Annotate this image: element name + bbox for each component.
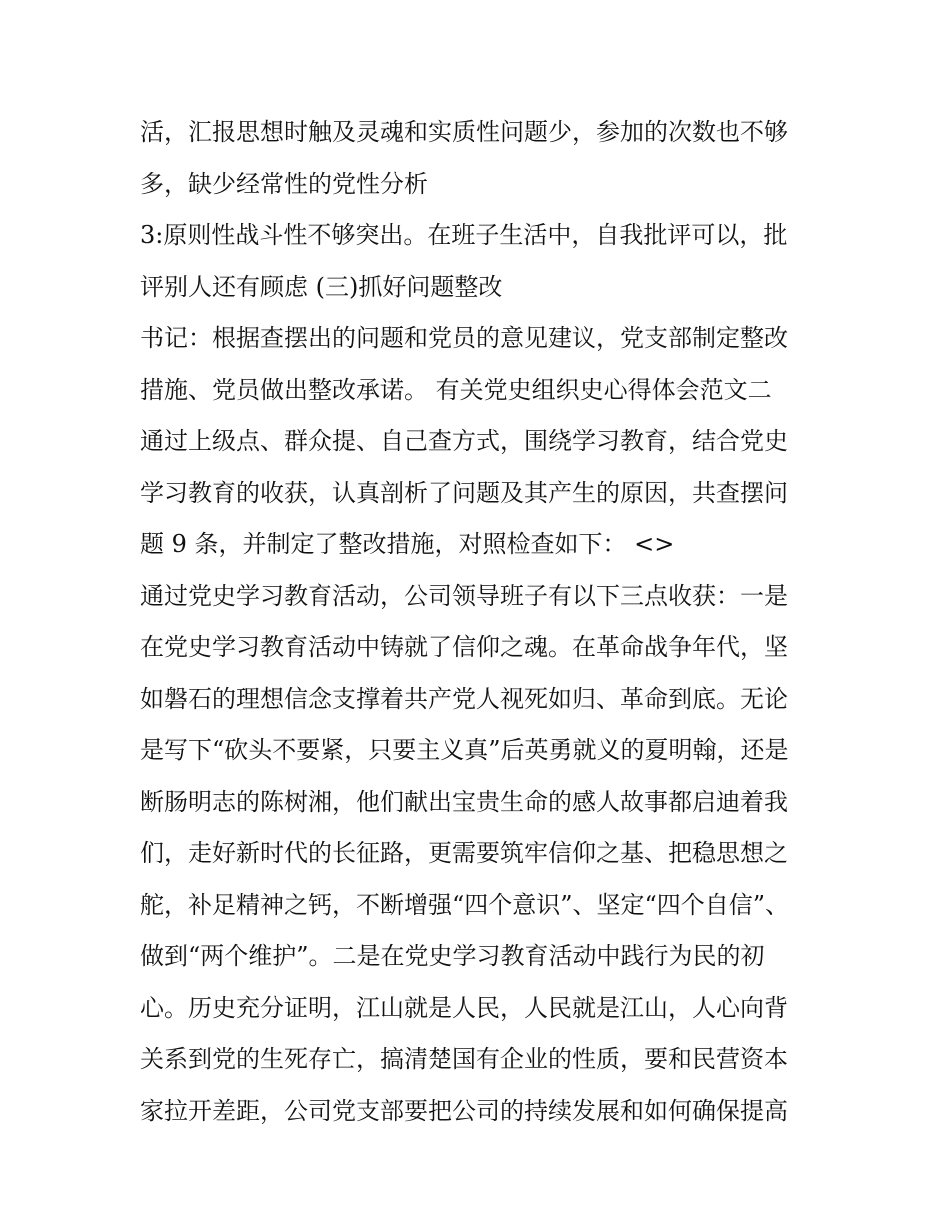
text-line: 通过上级点、群众提、自己查方式，围绕学习教育，结合党史: [140, 427, 788, 455]
text-line: 评别人还有顾虑 (三)抓好问题整改: [140, 272, 503, 301]
text-line: 舵，补足精神之钙，不断增强“四个意识”、坚定“四个自信”、: [140, 890, 790, 919]
text-line: 断肠明志的陈树湘，他们献出宝贵生命的感人故事都启迪着我: [140, 787, 788, 816]
text-line: 心。历史充分证明，江山就是人民，人民就是江山，人心向背: [140, 993, 788, 1022]
text-line: 通过党史学习教育活动，公司领导班子有以下三点收获：一是: [140, 581, 788, 610]
text-line: 关系到党的生死存亡，搞清楚国有企业的性质，要和民营资本: [140, 1045, 788, 1073]
text-line: 3:原则性战斗性不够突出。在班子生活中，自我批评可以，批: [140, 221, 788, 249]
text-line: 们，走好新时代的长征路，更需要筑牢信仰之基、把稳思想之: [140, 839, 788, 867]
text-line: 在党史学习教育活动中铸就了信仰之魂。在革命战争年代，坚: [140, 633, 788, 661]
document-body: [140, 107, 820, 1137]
text-line: 书记：根据查摆出的问题和党员的意见建议，党支部制定整改: [140, 324, 788, 352]
text-line: 活，汇报思想时触及灵魂和实质性问题少，参加的次数也不够: [140, 118, 788, 146]
text-line: 题 9 条，并制定了整改措施，对照检查如下： <>: [140, 530, 675, 558]
text-line: 家拉开差距，公司党支部要把公司的持续发展和如何确保提高: [140, 1096, 788, 1125]
text-line: 措施、党员做出整改承诺。 有关党史组织史心得体会范文二: [140, 375, 772, 404]
text-line: 如磐石的理想信念支撑着共产党人视死如归、革命到底。无论: [140, 684, 788, 713]
text-line: 做到“两个维护”。二是在党史学习教育活动中践行为民的初: [140, 942, 765, 970]
text-line: 学习教育的收获，认真剖析了问题及其产生的原因，共查摆问: [140, 478, 788, 507]
text-line: 是写下“砍头不要紧，只要主义真”后英勇就义的夏明翰，还是: [140, 736, 789, 764]
text-line: 多，缺少经常性的党性分析: [140, 169, 428, 198]
